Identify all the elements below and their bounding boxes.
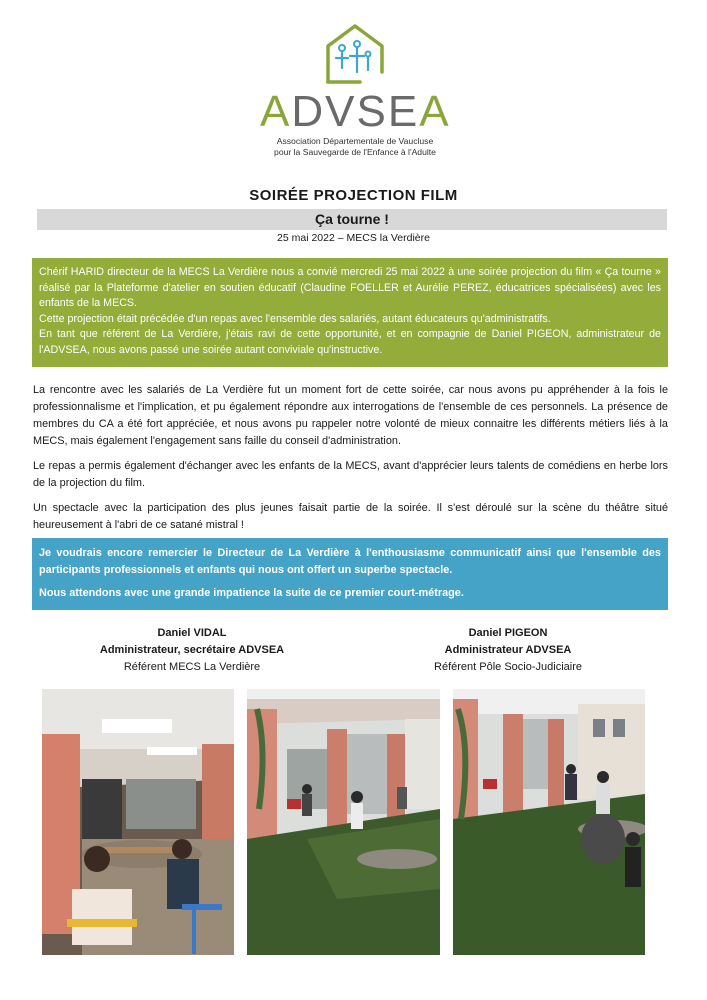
thanks-paragraph: Nous attendons avec une grande impatience la suite de ce premier court-métrage. [39,587,464,599]
signature-ref: Référent MECS La Verdière [123,661,261,673]
article-body [33,382,668,542]
signature-ref: Référent Pôle Socio-Judiciaire [434,661,582,673]
subtitle-bar [37,209,667,230]
signature-pigeon [378,625,638,676]
page-title: SOIRÉE PROJECTION FILM [249,187,458,204]
signature-role: Administrateur, secrétaire ADVSEA [99,644,285,656]
signature-name: Daniel VIDAL [157,627,227,639]
body-paragraph: Un spectacle avec la participation des plus jeunes faisait partie de la soirée. Il s'est déroulé sur la scène du théâtre situé heureusement à l'abri de ce satané mistral ! [33,502,668,531]
intro-paragraph: Cette projection était précédée d'un repas avec l'ensemble des salariés, autant éducateurs qu'administratifs. [39,312,551,325]
body-paragraph: Le repas a permis également d'échanger avec les enfants de la MECS, avant d'apprécier leurs talents de comédiens en herbe lors de la projection du film. [33,460,668,489]
thanks-box [32,538,668,610]
photo-courtyard-children [453,689,645,955]
logo-wordmark: ADVSEA [260,87,451,136]
date-place: 25 mai 2022 – MECS la Verdière [277,232,430,244]
intro-paragraph: Chérif HARID directeur de la MECS La Verdière nous a convié mercredi 25 mai 2022 à une soirée projection du film « Ça tourne » réalisé par la Plateforme d'atelier en soutien éducatif (Claudine FOELLER et Aurélie PEREZ, éducatrices spécialisées) avec les enfants de la MECS. [39,266,661,309]
logo-subtitle-line2: pour la Sauvegarde de l'Enfance à l'Adulte [274,147,436,157]
advsea-logo [260,22,450,172]
body-paragraph: La rencontre avec les salariés de La Verdière fut un moment fort de cette soirée, car nous avons pu appréhender à la fois le professionnalisme et l'implication, et pu également répondre aux interrogations de l'ensemble de ces personnels. La présence de membres du CA a été fort appréciée, et nous avons pu rappeler notre volonté de mieux connaitre les différents métiers liés à la MECS, mais également l'engagement sans faille du conseil d'administration. [33,384,668,447]
house-logo-icon [320,22,390,88]
photo-dining-hall [42,689,234,955]
photo-courtyard [247,689,440,955]
thanks-paragraph: Je voudrais encore remercier le Directeur de La Verdière à l'enthousiasme communicatif ainsi que l'ensemble des participants professionnels et enfants qui nous ont offert un superbe spectacle. [39,547,661,576]
signature-role: Administrateur ADVSEA [444,644,572,656]
intro-box [32,258,668,367]
film-title: Ça tourne ! [315,211,389,227]
logo-subtitle [260,136,450,158]
signature-name: Daniel PIGEON [468,627,548,639]
intro-paragraph: En tant que référent de La Verdière, j'étais ravi de cette opportunité, et en compagnie de Daniel PIGEON, administrateur de l'ADVSEA, nous avons passé une soirée autant conviviale qu'instructive. [39,328,661,356]
logo-subtitle-line1: Association Départementale de Vaucluse [276,136,434,146]
signature-vidal [62,625,322,676]
